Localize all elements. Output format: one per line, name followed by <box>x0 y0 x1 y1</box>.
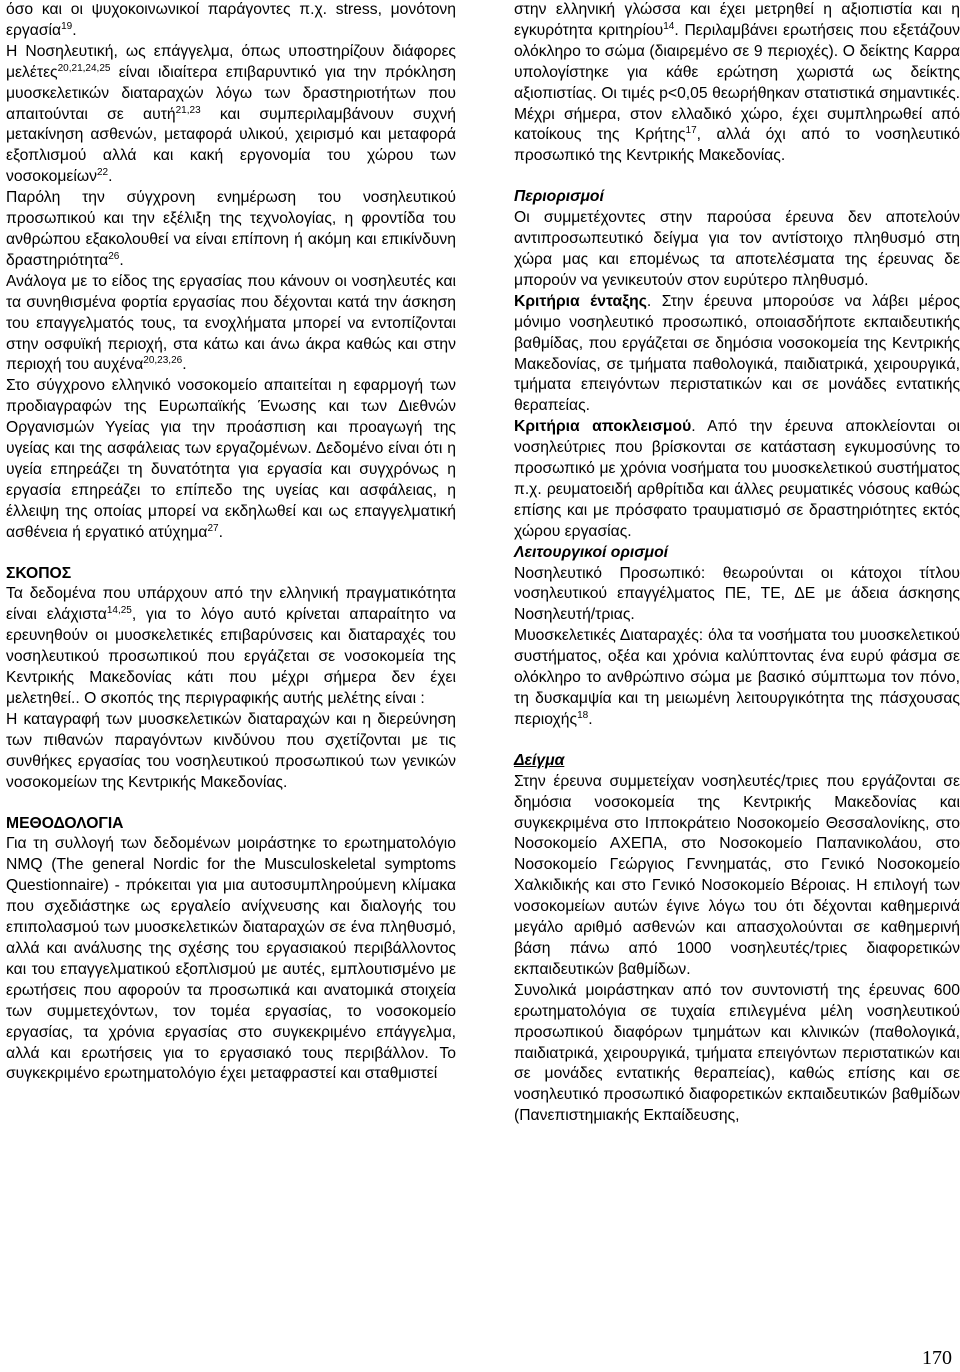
paragraph <box>514 292 960 417</box>
citation: 22 <box>96 167 109 179</box>
paragraph <box>6 0 456 42</box>
text: στην ελληνική γλώσσα και έχει μετρηθεί η αξιοπιστία και η εγκυρότητα κριτηρίου <box>514 1 960 39</box>
citation: 20,23,26 <box>143 355 183 367</box>
citation: 27 <box>207 522 219 534</box>
text: Η Νοσηλευτική, ως επάγγελμα, όπως υποστηρίζουν διάφορες μελέτες <box>6 42 456 81</box>
paragraph <box>514 0 960 167</box>
citation: 26 <box>108 250 120 262</box>
text: Τα δεδομένα που υπάρχουν από την ελληνική πραγματικότητα είναι ελάχιστα <box>6 585 456 624</box>
text: , για το λόγο αυτό κρίνεται απαραίτητο να ερευνηθούν οι μυοσκελετικές επιβαρύνσεις και διαταραχές του νοσηλευτικού προσωπικού που εργάζεται σε νοσοκομεία της Κεντρικής Μακεδονίας κάτι που μέχρι σήμερα δεν έχει μελετηθεί.. Ο σκοπός της περιγραφικής αυτής μελέτης είναι : <box>6 606 456 707</box>
citation: 20,21,24,25 <box>57 62 111 74</box>
text: Στο σύγχρονο ελληνικό νοσοκομείο απαιτείται η εφαρμογή των προδιαγραφών της Ευρωπαϊκής Ένωσης και των Διεθνών Οργανισμών Υγείας για την προάσπιση και προαγωγή της υγείας και της ασφάλειας των εργαζομένων. Δεδομένο είναι ότι η υγεία επηρεάζει τη δυνατότητα για εργασία και συγχρόνως η εργασία επηρεάζει το επίπεδο της υγείας και ασφάλειας, η έλλειψη της οποίας μπορεί να εκδηλωθεί και ως επαγγελματική ασθένεια ή εργατικό ατύχημα <box>6 377 456 541</box>
paragraph <box>514 417 960 542</box>
text: είναι ιδιαίτερα επιβαρυντικό για την πρόκληση μυοσκελετικών διαταραχών λόγω των δραστηριοτήτων που απαιτούνται σε αυτή <box>6 63 456 123</box>
section-heading-methodology: ΜΕΘΟΔΟΛΟΓΙΑ <box>6 814 124 832</box>
text: . <box>218 523 223 541</box>
text: Παρόλη την σύγχρονη ενημέρωση του νοσηλευτικού προσωπικού και την εξέλιξη της τεχνολογίας, η φροντίδα του ανθρώπου εξακολουθεί να είναι επίπονη ή ακόμη και επικίνδυνη δραστηριότητα <box>6 189 456 269</box>
citation: 17 <box>685 125 697 137</box>
paragraph: Συνολικά μοιράστηκαν από τον συντονιστή της έρευνας 600 ερωτηματολόγια σε τυχαία επιλεγμένα μέλη νοσηλευτικού προσωπικού διαφόρων τμημάτων και κλινικών (παθολογικά, παιδιατρικά, χειρουργικά, τμήματα επειγόντων περιστατικών και σε μονάδες εντατικής θεραπείας), καθώς επίσης και σε νοσηλευτικό προσωπικό διαφορετικών εκπαιδευτικών βαθμίδων (Πανεπιστημιακής Εκπαίδευσης, <box>514 981 960 1125</box>
paragraph <box>6 42 456 188</box>
text: όσο και οι ψυχοκοινωνικοί παράγοντες π.χ. stress, μονότονη εργασία <box>6 1 456 39</box>
citation: 14,25 <box>106 605 132 617</box>
paragraph <box>6 188 456 272</box>
text: . <box>182 356 187 374</box>
text: Μυοσκελετικές Διαταραχές: όλα τα νοσήματα του μυοσκελετικού συστήματος, οξέα και χρόνια καλύπτοντας ένα ευρύ φάσμα σε ολόκληρο το ανθρώπινο σώμα με βασικό σύμπτωμα τον πόνο, τη δυσκαμψία και τη μειωμένη λειτουργικότητα της πάσχουσας περιοχής <box>514 627 960 728</box>
page-number: 170 <box>922 1347 952 1369</box>
section-heading-skopos: ΣΚΟΠΟΣ <box>6 564 72 582</box>
paragraph <box>514 626 960 731</box>
subheading-limitations: Περιορισμοί <box>514 188 604 206</box>
citation: 21,23 <box>175 104 201 116</box>
subheading-sample: Δείγμα <box>514 751 565 769</box>
text: και συμπεριλαμβάνουν συχνή μετακίνηση ασθενών, μεταφορά υλικού, χειρισμό και μεταφορά εξοπλισμού αλλά και κακή εργονομία του χώρου των νοσοκομείων <box>6 105 456 186</box>
paragraph: Για τη συλλογή των δεδομένων μοιράστηκε το ερωτηματολόγιο NMQ (The general Nordic for the Musculoskeletal symptoms Questionnaire) - πρόκειται για μια αυτοσυμπληρούμενη κλίμακα που σχεδιάστηκε ως εργαλείο ανίχνευσης και διαλογής του επιπολασμού των μυοσκελετικών διαταραχών σε ένα πληθυσμό, αλλά και ανάλυσης της σχέσης του εργασιακού περιβάλλοντος και του επαγγελματικού εξοπλισμού με αυτές, εμπλουτισμένο με ερωτήσεις που αφορούν τα προσωπικά και ανατομικά στοιχεία των συμμετεχόντων, τον τομέα εργασίας, το νοσοκομείο εργασίας, τα χρόνια εργασίας στο συγκεκριμένο επάγγελμα, αλλά και ερωτήσεις για το εργασιακό τους περιβάλλον. Το συγκεκριμένο ερωτηματολόγιο έχει μεταφραστεί και σταθμιστεί <box>6 835 456 1083</box>
paragraph <box>6 272 456 377</box>
paragraph: Νοσηλευτικό Προσωπικό: θεωρούνται οι κάτοχοι τίτλου νοσηλευτικού επαγγέλματος ΠΕ, ΤΕ, ΔΕ με άδεια άσκησης Νοσηλευτή/τριας. <box>514 564 960 624</box>
paragraph <box>6 376 456 543</box>
text: . Στην έρευνα μπορούσε να λάβει μέρος μόνιμο νοσηλευτικό προσωπικό, οποιασδήποτε εκπαιδευτικής βαθμίδας, που εργάζεται σε δημόσια νοσοκομεία της Κεντρικής Μακεδονίας, σε τμήματα παθολογικά, παιδιατρικά, χειρουργικά, τμήματα επειγόντων περιστατικών και σε μονάδες εντατικής θεραπείας. <box>514 292 960 415</box>
paragraph <box>6 584 456 709</box>
left-column <box>6 0 456 1085</box>
citation: 14 <box>663 20 675 32</box>
text: . <box>72 21 77 39</box>
paragraph: Η καταγραφή των μυοσκελετικών διαταραχών και η διερεύνηση των πιθανών παραγόντων κινδύνου που σχετίζονται με τις συνθήκες εργασίας του νοσηλευτικού προσωπικού των γενικών νοσοκομείων της Κεντρικής Μακεδονίας. <box>6 710 456 791</box>
paragraph: Στην έρευνα συμμετείχαν νοσηλευτές/τριες που εργάζονται σε δημόσια νοσοκομεία της Κεντρικής Μακεδονίας και συγκεκριμένα στο Ιπποκράτειο Νοσοκομείο Θεσσαλονίκης, στο Νοσοκομείο ΑΧΕΠΑ, στο Νοσοκομείο Παπανικολάου, στο Νοσοκομείο Γεώργιος Γεννηματάς, στο Γενικό Νοσοκομείο Χαλκιδικής και στο Γενικό Νοσοκομείο Βέροιας. Η επιλογή των νοσοκομείων αυτών έγινε λόγω του ότι δέχονται καθημερινά μεγάλο αριθμό ασθενών και απασχολούνται σε καθημερινή βάση πάνω από 1000 νοσηλευτές/τριες διαφορετικών εκπαιδευτικών βαθμίδων. <box>514 772 960 978</box>
label: Κριτήρια αποκλεισμού <box>514 418 692 436</box>
text: . <box>119 251 124 269</box>
text: . Περιλαμβάνει ερωτήσεις που εξετάζουν ολόκληρο το σώμα (διαιρεμένο σε 9 περιοχές). Ο δείκτης Καρρα υπολογίστηκε για κάθε ερώτηση χωριστά ως δείκτης αξιοπιστίας. Οι τιμές p<0,05 θεωρήθηκαν στατιστικά σημαντικές. Μέχρι σήμερα, στον ελλαδικό χώρο, έχει συμπληρωθεί από κατοίκους της Κρήτης <box>514 21 960 144</box>
text: . Από την έρευνα αποκλείονται οι νοσηλεύτριες που βρίσκονται σε κατάσταση εγκυμοσύνης το προσωπικό με χρόνια νοσήματα του μυοσκελετικού συστήματος π.χ. ρευματοειδή αρθρίτιδα και άλλες ρευματικές νόσους καθώς επίσης και με πρόσφατο τραυματισμό σε δραστηριότητες εκτός χώρου εργασίας. <box>514 418 960 540</box>
label: Κριτήρια ένταξης <box>514 292 647 310</box>
subheading-definitions: Λειτουργικοί ορισμοί <box>514 543 669 561</box>
citation: 18 <box>577 709 589 721</box>
right-column <box>514 0 960 1127</box>
text: . <box>108 168 113 186</box>
text: Ανάλογα με το είδος της εργασίας που κάνουν οι νοσηλευτές και τα συνηθισμένα φορτία εργασίας που δέχονται κατά την άσκηση του επαγγελματός τους, τα ενοχλήματα μπορεί να εντοπίζονται στην οσφυϊκή περιοχή, στα κάτω και άνω άκρα καθώς και στην περιοχή του αυχένα <box>6 272 456 374</box>
paragraph: Οι συμμετέχοντες στην παρούσα έρευνα δεν αποτελούν αντιπροσωπευτικό δείγμα για τον αντίστοιχο πληθυσμό στη χώρα μας και επομένως τα αποτελέσματα της έρευνας δε μπορούν να γενικευτούν στον ευρύτερο πληθυσμό. <box>514 209 960 289</box>
text: , αλλά όχι από το νοσηλευτικό προσωπικό της Κεντρικής Μακεδονίας. <box>514 126 960 165</box>
text: . <box>588 710 593 728</box>
citation: 19 <box>61 20 73 32</box>
